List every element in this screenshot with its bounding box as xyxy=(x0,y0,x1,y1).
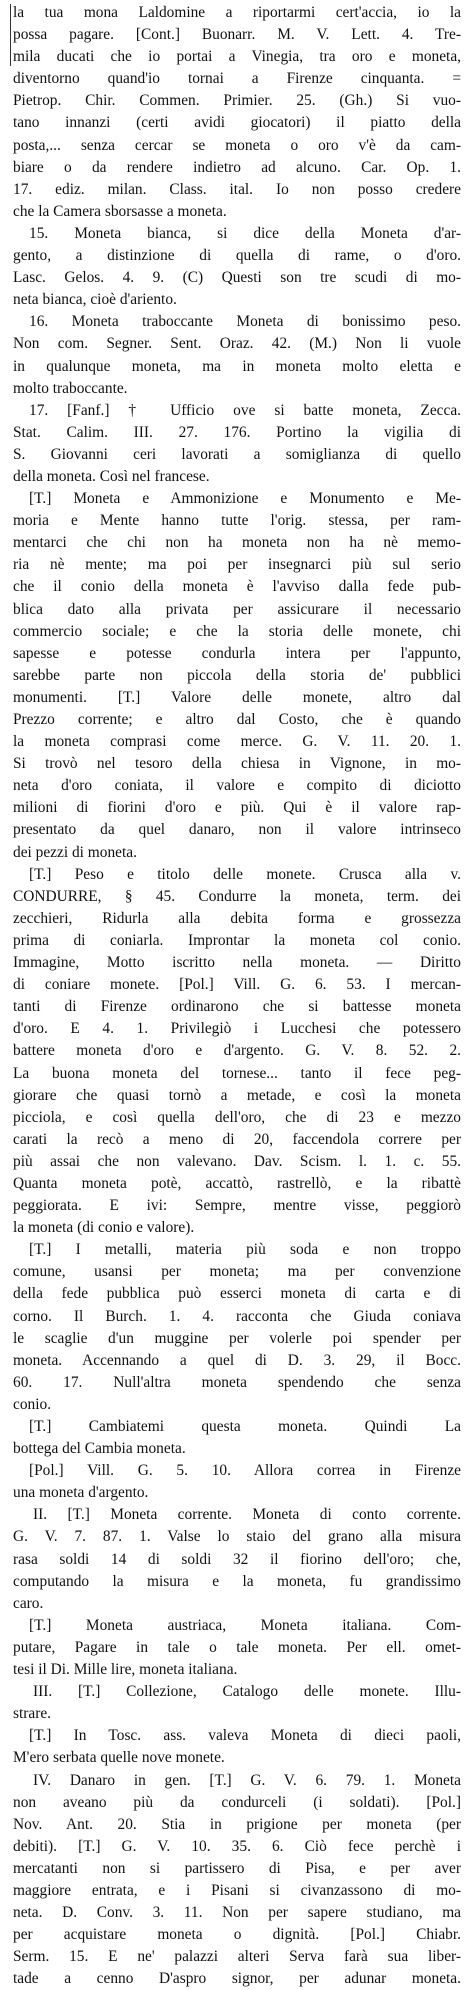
text-line: Si trovò nel tesoro della chiesa in Vignone, in mo- xyxy=(13,755,461,773)
text-line: della moneta. Così nel francese. xyxy=(13,467,210,485)
text-line: caro. xyxy=(13,1594,44,1612)
text-line: sarebbe parte non piccola della storia de' pubblici xyxy=(13,666,461,684)
text-line: S. Giovanni ceri lavorati a somiglianza di quello xyxy=(13,445,461,463)
text-line: milioni di fiorini d'oro e più. Qui è il valore rap- xyxy=(13,799,461,817)
text-line: [T.] In Tosc. ass. valeva Moneta di dieci paoli, xyxy=(29,1727,461,1745)
text-line: putare, Pagare in tale o tale moneta. Per ell. omet- xyxy=(13,1638,461,1656)
text-line: Pietrop. Chir. Commen. Primier. 25. (Gh.) Si vuo- xyxy=(13,92,461,110)
text-line: M'ero serbata quelle nove monete. xyxy=(13,1749,225,1767)
text-line: III. [T.] Collezione, Catalogo delle monete. Illu- xyxy=(33,1683,461,1701)
text-line: sapesse e potesse condurla intera per l'appunto, xyxy=(13,644,461,662)
text-line: per acquistare moneta o dignità. [Pol.] Chiabr. xyxy=(13,1926,461,1944)
text-line: tesi il Di. Mille lire, moneta italiana. xyxy=(13,1661,238,1679)
text-line: tade a cenno D'aspro signor, per adunar moneta. xyxy=(13,1970,461,1988)
text-line: tano innanzi (certi avidi giocatori) il piatto della xyxy=(13,114,461,132)
text-line: la moneta (di conio e valore). xyxy=(13,1219,195,1237)
text-line: non aveano più da condurceli (i soldati). [Pol.] xyxy=(13,1793,461,1811)
text-line: corno. Il Burch. 1. 4. racconta che Giuda coniava xyxy=(13,1307,461,1325)
text-line: zecchieri, Ridurla alla debita forma e grossezza xyxy=(13,909,461,927)
text-line: presentato da quel danaro, non il valore intrinseco xyxy=(13,821,461,839)
text-line: mercatanti non si partissero di Pisa, e per aver xyxy=(13,1859,461,1877)
text-line: monumenti. [T.] Valore delle monete, altro dal xyxy=(13,688,461,706)
text-line: d'oro. E 4. 1. Privilegiò i Lucchesi che potessero xyxy=(13,1020,461,1038)
text-line: posta,... senza cercar se moneta o oro v'è da cam- xyxy=(13,136,461,154)
text-line: bottega del Cambia moneta. xyxy=(13,1440,186,1458)
text-line: 17. ediz. milan. Class. ital. Io non posso credere xyxy=(13,180,461,198)
text-line: le scaglie d'un muggine per volerle poi spender per xyxy=(13,1329,461,1347)
text-line: [T.] Moneta austriaca, Moneta italiana. Com- xyxy=(29,1616,461,1634)
text-line: una moneta d'argento. xyxy=(13,1484,149,1502)
text-line: dei pezzi di moneta. xyxy=(13,843,137,861)
text-line: [T.] Peso e titolo delle monete. Crusca alla v. xyxy=(29,865,461,883)
text-line: G. V. 7. 87. 1. Valse lo staio del grano alla misura xyxy=(13,1528,461,1546)
text-line: [T.] Cambiatemi questa moneta. Quindi La xyxy=(29,1418,461,1435)
text-line: 60. 17. Null'altra moneta spendendo che senza xyxy=(13,1373,461,1391)
text-line: giorare che quasi tornò a metade, e così la moneta xyxy=(13,1086,461,1104)
text-column xyxy=(13,2,461,1990)
text-line: moneta. Accennando a quel di D. 3. 29, il Bocc. xyxy=(13,1351,461,1369)
text-line: peggiorata. E ivi: Sempre, mentre visse, peggiorò xyxy=(13,1197,461,1215)
text-line: La buona moneta del tornese... tanto il fece peg- xyxy=(13,1064,461,1082)
text-line: [T.] Moneta e Ammonizione e Monumento e Me- xyxy=(29,490,461,508)
text-line: picciola, e così quella dell'oro, che di 23 e mezzo xyxy=(13,1108,461,1126)
text-line: neta d'oro coniata, il valore e compito di diciotto xyxy=(13,777,461,795)
text-line: Quanta moneta potè, accattò, rastrellò, e la ribattè xyxy=(13,1174,461,1192)
text-line: in qualunque moneta, ma in moneta molto eletta e xyxy=(13,357,461,375)
text-line: Immagine, Motto iscritto nella moneta. — Diritto xyxy=(13,954,461,972)
text-line: possa pagare. [Cont.] Buonarr. M. V. Lett. 4. Tre- xyxy=(13,26,461,44)
text-line: rasa soldi 14 di soldi 32 il fiorino dell'oro; che, xyxy=(13,1550,461,1568)
text-line: maggiore entrata, e i Pisani si civanzassono di mo- xyxy=(13,1881,461,1899)
text-line: della fede pubblica può esserci moneta di carta e di xyxy=(13,1285,461,1303)
text-line: strare. xyxy=(13,1705,52,1723)
text-line: [T.] I metalli, materia più soda e non troppo xyxy=(29,1241,461,1259)
text-line: conio. xyxy=(13,1395,52,1413)
text-line: 16. Moneta traboccante Moneta di bonissimo peso. xyxy=(29,313,461,331)
text-line: che il conio della moneta è l'avviso dalla fede pub- xyxy=(13,578,461,596)
text-line: tanti di Firenze ordinarono che si battesse moneta xyxy=(13,998,461,1016)
text-line: gento, a distinzione di quella di rame, o d'oro. xyxy=(13,247,461,265)
text-line: biare o da rendere indietro ad alcuno. Car. Op. 1. xyxy=(13,158,461,176)
text-line: 15. Moneta bianca, si dice della Moneta d'ar- xyxy=(29,224,461,242)
text-line: diventorno quand'io tornai a Firenze cinquanta. = xyxy=(13,70,461,88)
text-line: Nov. Ant. 20. Stia in prigione per moneta (per xyxy=(13,1815,461,1833)
text-line: Lasc. Gelos. 4. 9. (C) Questi son tre scudi di mo- xyxy=(13,269,461,287)
text-line: ria nè mente; ma poi per insegnarci più sul serio xyxy=(13,556,461,574)
text-line: neta. D. Conv. 3. 11. Non per sapere studiano, ma xyxy=(13,1904,461,1922)
text-line: la moneta comprasi come merce. G. V. 11. 20. 1. xyxy=(13,733,461,751)
margin-rule xyxy=(10,4,11,66)
text-line: mentarci che chi non ha moneta non ha nè memo- xyxy=(13,534,461,552)
text-line: Stat. Calim. III. 27. 176. Portino la vigilia di xyxy=(13,423,461,441)
text-line: la tua mona Laldomine a riportarmi cert'accia, io la xyxy=(13,4,461,21)
text-line: Serm. 15. E ne' palazzi alteri Serva farà sua liber- xyxy=(13,1948,461,1966)
text-line: blica dato alla privata per assicurare il necessario xyxy=(13,600,461,618)
text-line: commercio sociale; e che la storia delle monete, chi xyxy=(13,622,461,640)
text-line: debiti). [T.] G. V. 10. 35. 6. Ciò fece perchè i xyxy=(13,1837,461,1855)
text-line: molto traboccante. xyxy=(13,379,128,397)
text-line: II. [T.] Moneta corrente. Moneta di conto corrente. xyxy=(33,1506,461,1524)
text-line: Prezzo corrente; e altro dal Costo, che è quando xyxy=(13,711,461,728)
text-line: prima di coniarla. Improntar la moneta col conio. xyxy=(13,931,461,949)
text-line: di coniare monete. [Pol.] Vill. G. 6. 53. I mercan- xyxy=(13,976,461,994)
text-line: comune, usansi per moneta; ma per convenzione xyxy=(13,1263,461,1281)
text-line: che la Camera sborsasse a moneta. xyxy=(13,202,227,220)
text-line: [Pol.] Vill. G. 5. 10. Allora correa in Firenze xyxy=(29,1462,461,1480)
text-line: battere moneta d'oro e d'argento. G. V. 8. 52. 2. xyxy=(13,1042,461,1060)
text-line: mila ducati che io portai a Vinegia, tra oro e moneta, xyxy=(13,48,461,66)
text-line: IV. Danaro in gen. [T.] G. V. 6. 79. 1. Moneta xyxy=(33,1771,461,1789)
text-line: carati la recò a meno di 20, faccendola correre per xyxy=(13,1130,461,1148)
text-line: moria e Mente hanno tutte l'orig. stessa, per ram- xyxy=(13,512,461,530)
text-line: computando la misura e la moneta, fu grandissimo xyxy=(13,1572,461,1590)
text-line: Non com. Segner. Sent. Oraz. 42. (M.) Non li vuole xyxy=(13,335,461,353)
text-line: 17. [Fanf.] † Ufficio ove si batte moneta, Zecca. xyxy=(29,401,461,419)
text-line: più assai che non valevano. Dav. Scism. l. 1. c. 55. xyxy=(13,1152,461,1170)
text-line: neta bianca, cioè d'ariento. xyxy=(13,291,177,309)
text-line: CONDURRE, § 45. Condurre la moneta, term. dei xyxy=(13,887,461,905)
